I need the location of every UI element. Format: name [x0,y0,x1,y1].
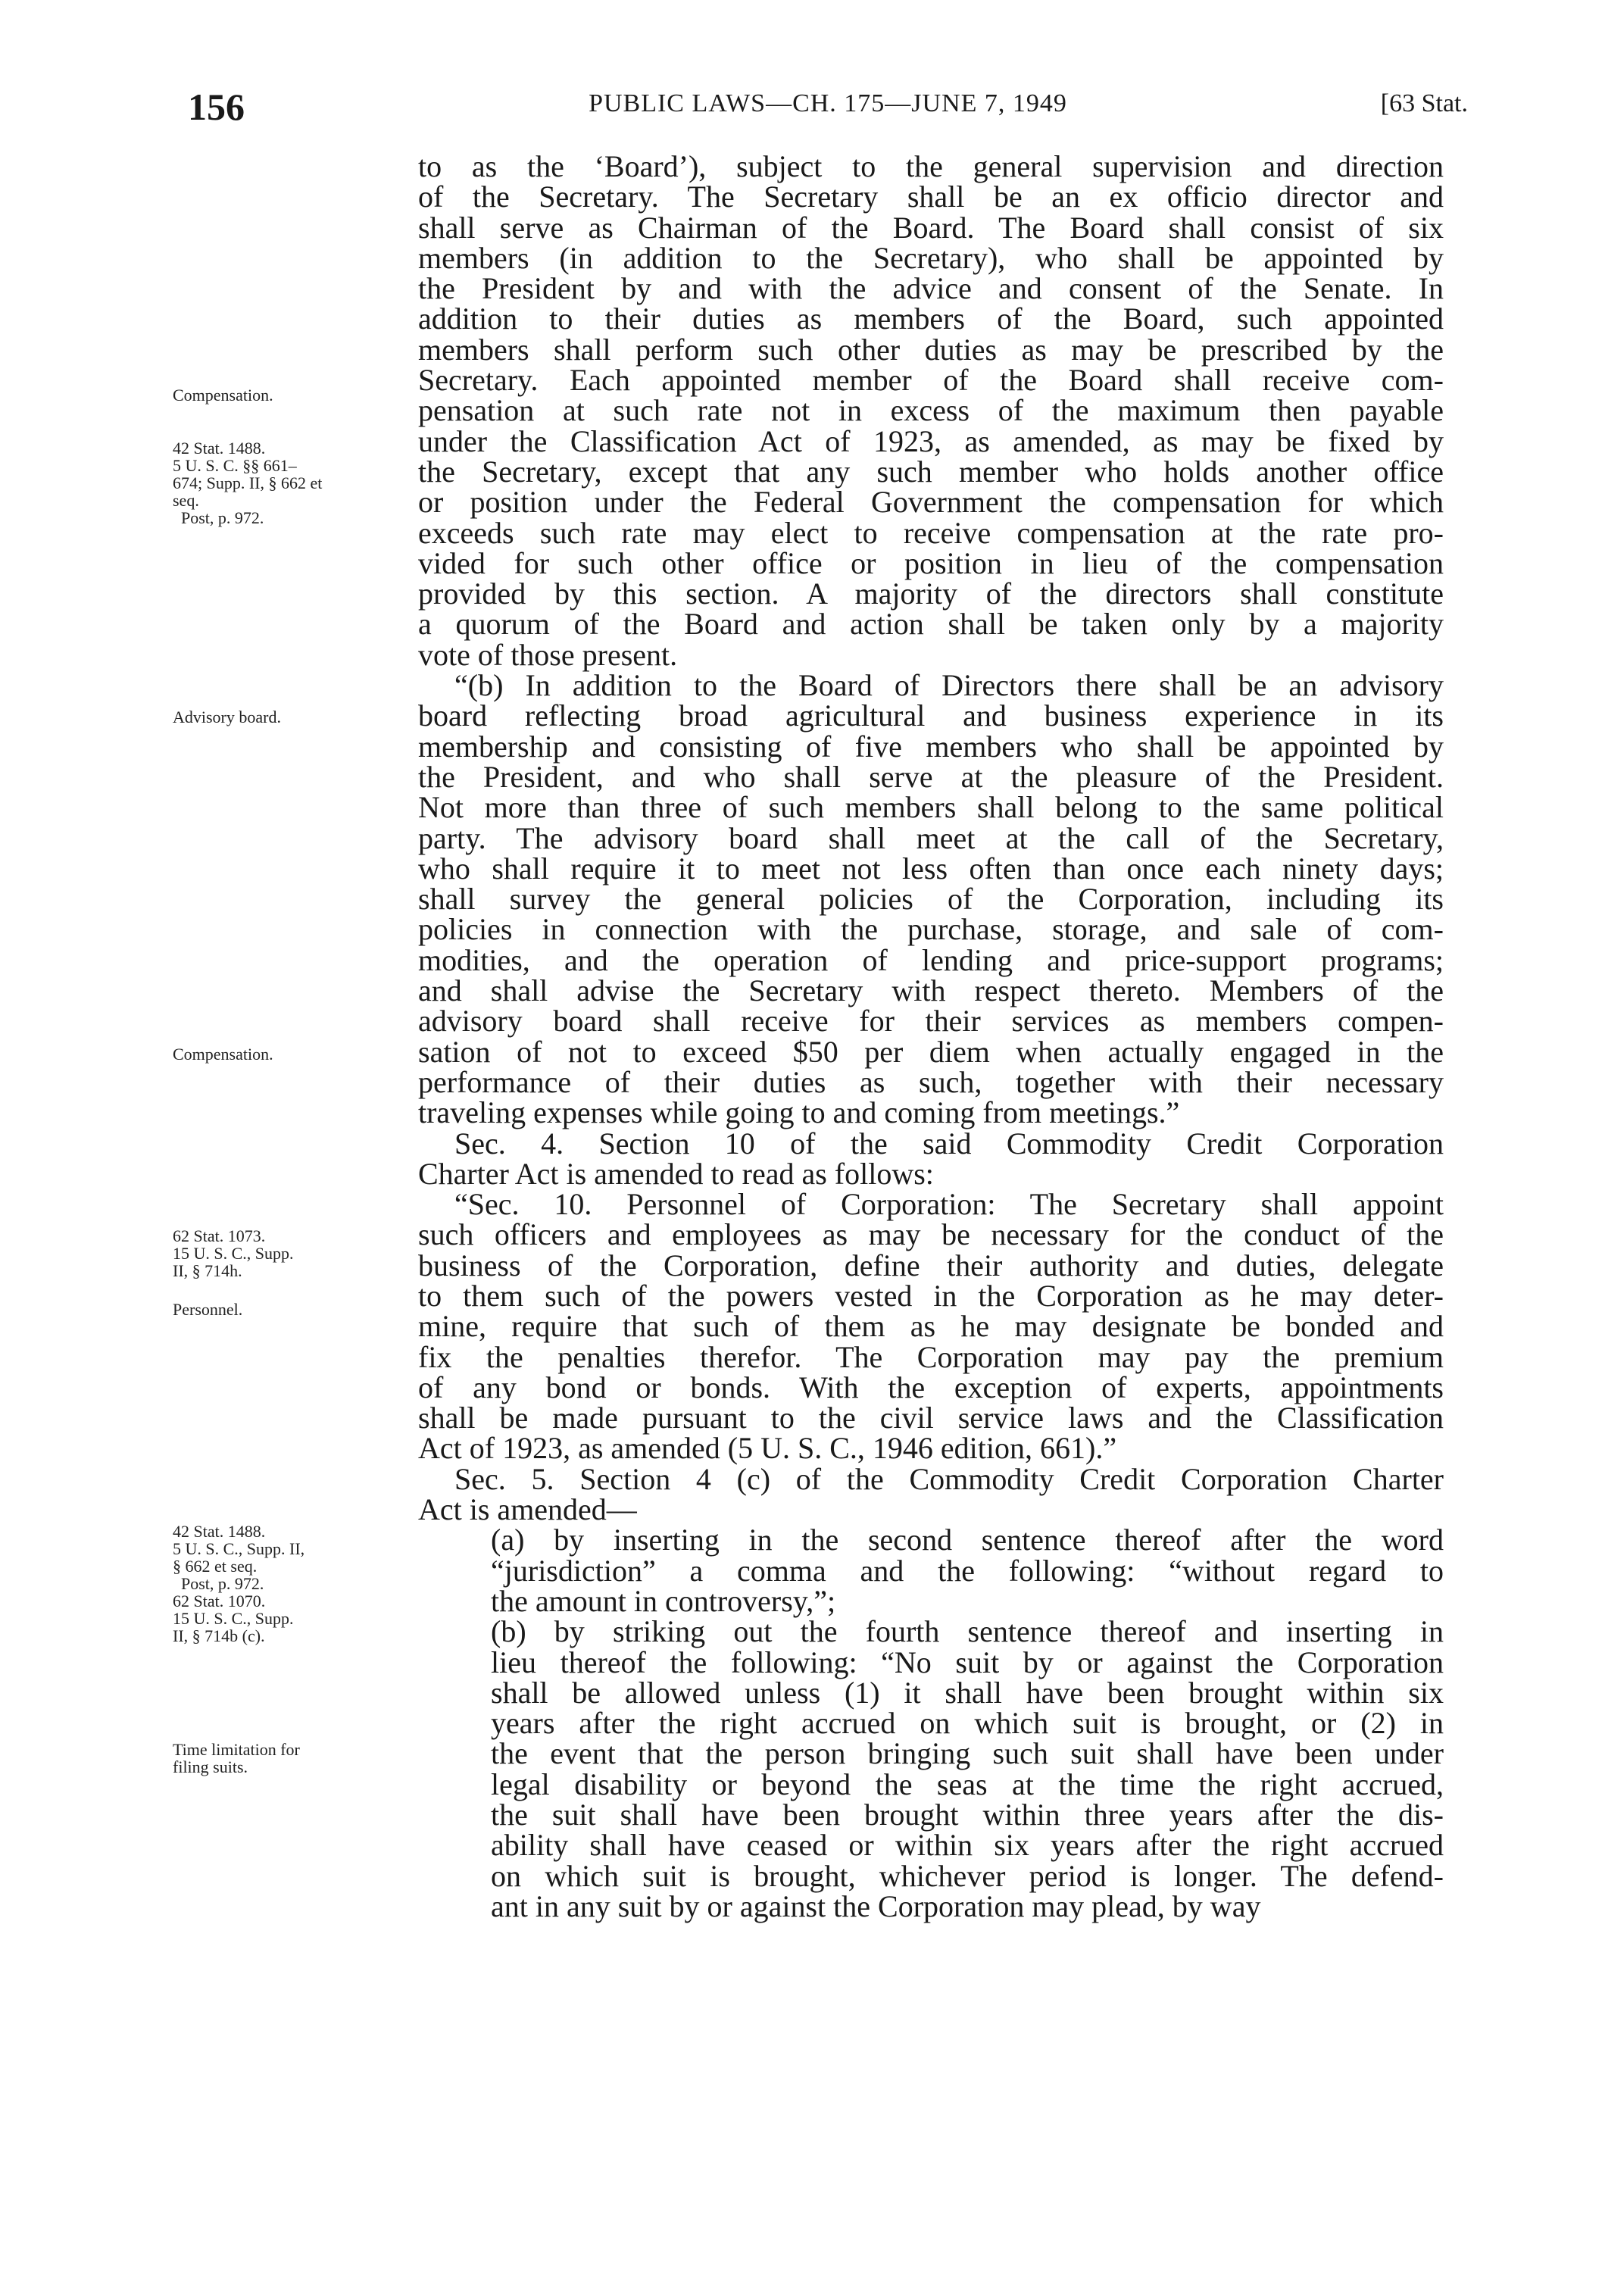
text-line: to as the ‘Board’), subject to the general supervision and direction [418,149,1444,183]
text-line: legal disability or beyond the seas at the time the right accrued, [491,1767,1444,1801]
margin-note: Time limitation for filing suits. [173,1740,300,1776]
text-line: the event that the person bringing such suit shall have been under [491,1736,1444,1771]
text-line: members shall perform such other duties as may be prescribed by the [418,332,1444,367]
text-line: on which suit is brought, whichever period is longer. The defend- [491,1858,1444,1893]
text-line: of the Secretary. The Secretary shall be an ex officio director and [418,180,1444,214]
text-line: vote of those present. [418,637,678,672]
text-line: traveling expenses while going to and coming from meetings.” [418,1095,1180,1130]
text-line: Act is amended— [418,1492,637,1527]
margin-note: 42 Stat. 1488. 5 U. S. C. §§ 661– 674; Supp. II, § 662 et seq. Post, p. 972. [173,439,323,527]
page-header [188,85,1468,130]
margin-note: Compensation. [173,1045,273,1064]
text-line: the suit shall have been brought within three years after the dis- [491,1798,1444,1832]
text-line: business of the Corporation, define their authority and duties, delegate [418,1248,1444,1282]
text-line: years after the right accrued on which suit is brought, or (2) in [491,1706,1444,1741]
text-line: performance of their duties as such, together with their necessary [418,1064,1444,1099]
text-line: addition to their duties as members of the Board, such appointed [418,301,1444,336]
text-line: shall serve as Chairman of the Board. The Board shall consist of six [418,210,1444,245]
text-line: modities, and the operation of lending and price-support programs; [418,942,1444,977]
text-line: “jurisdiction” a comma and the following: “without regard to [491,1553,1444,1588]
text-line: the President, and who shall serve at the pleasure of the President. [418,759,1444,794]
running-head: PUBLIC LAWS—CH. 175—JUNE 7, 1949 [589,89,1067,117]
text-line: shall survey the general policies of the Corporation, including its [418,882,1444,917]
text-line: Secretary. Each appointed member of the Board shall receive com- [418,363,1444,398]
text-line: sation of not to exceed $50 per diem when actually engaged in the [418,1034,1444,1069]
text-line: Sec. 5. Section 4 (c) of the Commodity Credit Corporation Charter [454,1461,1444,1496]
body-text [418,149,1444,1923]
text-line: Charter Act is amended to read as follows: [418,1156,934,1191]
text-line: the Secretary, except that any such member who holds another office [418,454,1444,489]
margin-note: Advisory board. [173,708,281,726]
text-line: lieu thereof the following: “No suit by or against the Corporation [491,1645,1444,1679]
text-line: Act of 1923, as amended (5 U. S. C., 1946 edition, 661).” [418,1431,1117,1466]
text-line: (a) by inserting in the second sentence thereof after the word [491,1523,1444,1557]
margin-note: Compensation. [173,386,273,405]
text-line: under the Classification Act of 1923, as amended, as may be fixed by [418,423,1444,458]
page-number: 156 [188,86,245,128]
margin-note: 62 Stat. 1073. 15 U. S. C., Supp. II, § 714h. [173,1226,294,1280]
text-line: policies in connection with the purchase, storage, and sale of com- [418,912,1444,947]
text-line: members (in addition to the Secretary), who shall be appointed by [418,240,1444,275]
text-line: shall be made pursuant to the civil service laws and the Classification [418,1401,1444,1435]
text-line: (b) by striking out the fourth sentence thereof and inserting in [491,1614,1444,1649]
text-line: fix the penalties therefor. The Corporation may pay the premium [418,1339,1444,1374]
text-line: to them such of the powers vested in the Corporation as he may deter- [418,1278,1444,1313]
text-line: the President by and with the advice and consent of the Senate. In [418,271,1444,306]
text-line: ability shall have ceased or within six years after the right accrued [491,1828,1444,1863]
text-line: “Sec. 10. Personnel of Corporation: The Secretary shall appoint [454,1187,1444,1222]
text-line: exceeds such rate may elect to receive compensation at the rate pro- [418,515,1444,550]
margin-note: 42 Stat. 1488. 5 U. S. C., Supp. II, § 662 et seq. Post, p. 972. 62 Stat. 1070. 15 U. S. C., Supp. II, § 714b (c). [173,1522,305,1645]
text-line: and shall advise the Secretary with respect thereto. Members of the [418,973,1444,1008]
text-line: board reflecting broad agricultural and business experience in its [418,698,1444,733]
text-line: Sec. 4. Section 10 of the said Commodity Credit Corporation [454,1126,1444,1160]
text-line: of any bond or bonds. With the exception of experts, appointments [418,1370,1444,1404]
text-line: advisory board shall receive for their services as members compen- [418,1004,1444,1039]
margin-note: Personnel. [173,1300,243,1319]
text-line: “(b) In addition to the Board of Directors there shall be an advisory [454,668,1444,703]
text-line: membership and consisting of five members who shall be appointed by [418,729,1444,764]
text-line: such officers and employees as may be necessary for the conduct of the [418,1217,1444,1252]
volume-reference: [63 Stat. [1380,89,1468,117]
text-line: ant in any suit by or against the Corporation may plead, by way [491,1888,1261,1923]
text-line: a quorum of the Board and action shall be taken only by a majority [418,607,1444,642]
text-line: or position under the Federal Government the compensation for which [418,485,1444,520]
text-line: Not more than three of such members shall belong to the same political [418,790,1444,825]
text-line: who shall require it to meet not less often than once each ninety days; [418,851,1444,886]
text-line: pensation at such rate not in excess of the maximum then payable [418,393,1444,428]
text-line: party. The advisory board shall meet at the call of the Secretary, [418,820,1444,855]
text-line: the amount in controversy,”; [491,1583,836,1618]
text-line: shall be allowed unless (1) it shall have been brought within six [491,1675,1444,1710]
text-line: mine, require that such of them as he may designate be bonded and [418,1309,1444,1344]
text-line: vided for such other office or position in lieu of the compensation [418,545,1444,580]
text-line: provided by this section. A majority of the directors shall constitute [418,576,1444,611]
